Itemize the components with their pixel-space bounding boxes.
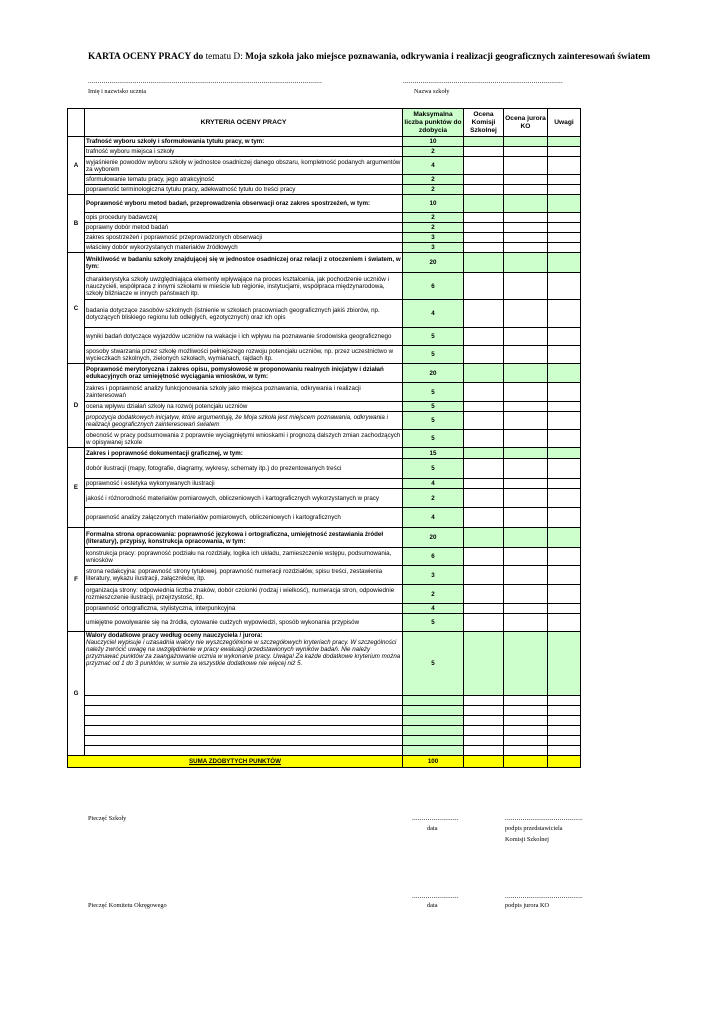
criteria-row [68,585,581,604]
commission-header: Ocena Komisji Szkolnej [464,109,504,137]
max-points-cell: 4 [403,300,464,328]
signature-line-2[interactable]: ........................................ [505,892,583,900]
stamp-school-label: Pieczęć Szkoły [88,815,127,822]
notes-cell[interactable] [548,157,581,175]
notes-cell[interactable] [548,604,581,614]
max-points-cell: 2 [403,213,464,223]
section-letter: B [68,195,85,253]
max-points-cell: 20 [403,364,464,383]
notes-cell[interactable] [548,479,581,489]
criterion-text: opis procedury badawczej [85,213,403,223]
criteria-header: KRYTERIA OCENY PRACY [85,109,403,137]
max-points-cell: 4 [403,604,464,614]
section-letter: A [68,137,85,195]
commission-score-cell[interactable] [464,726,504,736]
juror-score-cell[interactable] [504,195,548,213]
notes-cell[interactable] [548,233,581,243]
date-label-1: data [427,825,438,832]
notes-cell[interactable] [548,528,581,548]
section-letter: D [68,364,85,448]
notes-cell[interactable] [548,459,581,479]
max-points-cell: 5 [403,346,464,364]
notes-cell[interactable] [548,585,581,604]
notes-cell[interactable] [548,402,581,412]
criterion-text: sformułowanie tematu pracy, jego atrakcyjność [85,175,403,185]
max-points-cell: 2 [403,585,464,604]
max-points-cell: 4 [403,479,464,489]
commission-score-cell[interactable] [464,346,504,364]
notes-cell[interactable] [548,328,581,346]
notes-cell[interactable] [548,726,581,736]
max-points-cell: 5 [403,412,464,430]
commission-score-cell[interactable] [464,548,504,566]
max-points-cell: 10 [403,137,464,147]
criteria-row [68,632,581,696]
criterion-text: badania dotyczące zasobów szkolnych (istnienie w szkołach pracowniach geograficznych jakiś zbiorów, np. dotyczących bliskiego regionu lub odległych, egzotycznych) oraz ich opis [85,300,403,328]
juror-score-cell[interactable] [504,328,548,346]
signature-label-2: podpis jurora KO [505,902,550,909]
criteria-row [68,459,581,479]
notes-cell[interactable] [548,489,581,508]
notes-cell[interactable] [548,706,581,716]
notes-cell[interactable] [548,364,581,383]
criterion-text: poprawność analizy załączonych materiałów pomiarowych, obliczeniowych i kartograficznych [85,508,403,528]
juror-score-cell[interactable] [504,479,548,489]
notes-header: Uwagi [548,109,581,137]
criteria-row [68,175,581,185]
notes-cell[interactable] [548,566,581,585]
juror-score-cell[interactable] [504,175,548,185]
blank-criterion-cell[interactable] [85,736,403,746]
juror-score-cell[interactable] [504,706,548,716]
signature-label-1b: Komisji Szkolnej [505,836,549,843]
criterion-text: konstrukcja pracy: poprawność podziału na rozdziały, logika ich układu, zamieszczenie wstępu, podsumowania, wniosków [85,548,403,566]
blank-max-cell [403,746,464,756]
juror-score-cell[interactable] [504,185,548,195]
notes-cell[interactable] [548,746,581,756]
criteria-row [68,273,581,300]
notes-cell[interactable] [548,243,581,253]
blank-criterion-cell[interactable] [85,726,403,736]
commission-score-cell[interactable] [464,213,504,223]
commission-score-cell[interactable] [464,175,504,185]
criterion-text: strona redakcyjna: poprawność strony tytułowej, poprawność numeracji rozdziałów, spisu treści, zestawienia literatury, wykazu ilustracji, załączników, itp. [85,566,403,585]
criteria-row [68,233,581,243]
juror-score-cell[interactable] [504,223,548,233]
juror-score-cell[interactable] [504,364,548,383]
criteria-row [68,383,581,402]
blank-row [68,746,581,756]
commission-score-cell[interactable] [464,273,504,300]
commission-score-cell[interactable] [464,430,504,448]
criteria-row [68,300,581,328]
section-heading: Formalna strona opracowania: poprawność językowa i ortograficzna, umiejętność zestawiania źródeł (literatury), przypisy, konstrukcja opracowania, w tym: [85,528,403,548]
section-letter: C [68,253,85,364]
max-points-header: Maksymalna liczba punktów do zdobycia [403,109,464,137]
criteria-row [68,402,581,412]
max-points-cell: 10 [403,195,464,213]
max-points-cell: 20 [403,528,464,548]
criteria-table [67,108,581,768]
date-line-2[interactable]: ........................ [412,892,459,900]
commission-score-cell[interactable] [464,696,504,706]
commission-score-cell[interactable] [464,253,504,273]
criterion-text: umiejętne powoływanie się na źródła, cytowanie cudzych wypowiedzi, sposób wykonania przypisów [85,614,403,632]
max-points-cell: 2 [403,489,464,508]
juror-score-cell[interactable] [504,548,548,566]
notes-cell[interactable] [548,448,581,459]
notes-cell[interactable] [548,300,581,328]
school-name-line[interactable]: .................................................................................. [403,77,563,85]
max-points-cell: 3 [403,243,464,253]
criteria-row [68,195,581,213]
juror-score-cell[interactable] [504,448,548,459]
section-heading: Zakres i poprawność dokumentacji graficznej, w tym: [85,448,403,459]
student-name-line[interactable]: ........................................................................................................................ [88,77,322,85]
section-heading [85,632,403,696]
commission-score-cell[interactable] [464,479,504,489]
juror-score-cell[interactable] [504,746,548,756]
max-points-cell: 5 [403,328,464,346]
juror-score-cell[interactable] [504,233,548,243]
commission-score-cell[interactable] [464,528,504,548]
blank-max-cell [403,716,464,726]
criterion-text: poprawny dobór metod badań [85,223,403,233]
blank-row [68,706,581,716]
juror-score-cell[interactable] [504,273,548,300]
criterion-text: sposoby stwarzania przez szkołę możliwości pełniejszego rozwoju potencjału uczniów, np. przez uczestnictwo w wycieczkach szkolnych, zielonych szkołach, wymianach, rajdach itp. [85,346,403,364]
blank-row [68,696,581,706]
juror-score-cell[interactable] [504,696,548,706]
max-points-cell: 15 [403,448,464,459]
blank-row [68,726,581,736]
commission-score-cell[interactable] [464,185,504,195]
blank-row [68,736,581,746]
commission-score-cell[interactable] [464,508,504,528]
section-heading: Poprawność merytoryczna i zakres opisu, pomysłowość w proponowaniu realnych inicjatyw i działań edukacyjnych oraz umiejętność wyciągania wniosków, w tym: [85,364,403,383]
notes-cell[interactable] [548,185,581,195]
commission-score-cell[interactable] [464,489,504,508]
max-points-cell: 3 [403,566,464,585]
juror-score-cell[interactable] [504,726,548,736]
section-letter: F [68,528,85,632]
notes-cell[interactable] [548,430,581,448]
sum-juror-cell[interactable] [504,756,548,768]
criterion-text: wyniki badań dotyczące wyjazdów uczniów na wakacje i ich wpływu na poznawanie środowiska geograficznego [85,328,403,346]
notes-cell[interactable] [548,223,581,233]
notes-cell[interactable] [548,147,581,157]
commission-score-cell[interactable] [464,746,504,756]
blank-max-cell [403,696,464,706]
criteria-row [68,364,581,383]
notes-cell[interactable] [548,696,581,706]
commission-score-cell[interactable] [464,566,504,585]
criteria-row [68,528,581,548]
blank-max-cell [403,706,464,716]
juror-score-cell[interactable] [504,508,548,528]
sum-label: SUMA ZDOBYTYCH PUNKTÓW [189,758,281,765]
notes-cell[interactable] [548,412,581,430]
criterion-text: obecność w pracy podsumowania z poprawnie wyciągniętymi wnioskami i prognozą dalszych zmian zachodzących w opisywanej szkole [85,430,403,448]
juror-score-cell[interactable] [504,147,548,157]
commission-score-cell[interactable] [464,243,504,253]
criteria-row [68,566,581,585]
sum-points-cell: 100 [403,756,464,768]
commission-score-cell[interactable] [464,147,504,157]
commission-score-cell[interactable] [464,195,504,213]
criterion-text: trafność wyboru miejsca i szkoły [85,147,403,157]
commission-score-cell[interactable] [464,383,504,402]
section-heading: Trafność wyboru szkoły i sformułowania tytułu pracy, w tym: [85,137,403,147]
sum-row [68,756,581,768]
criteria-row [68,614,581,632]
commission-score-cell[interactable] [464,585,504,604]
criteria-row [68,243,581,253]
stamp-committee-label: Pieczęć Komitetu Okręgowego [88,902,167,909]
section-heading-text: Walory dodatkowe pracy według oceny nauczyciela / jurora: [86,632,263,639]
sum-notes-cell[interactable] [548,756,581,768]
juror-score-cell[interactable] [504,632,548,696]
criterion-text: dobór ilustracji (mapy, fotografie, diagramy, wykresy, schematy itp.) do prezentowanych treści [85,459,403,479]
commission-score-cell[interactable] [464,614,504,632]
juror-score-cell[interactable] [504,300,548,328]
max-points-cell: 2 [403,223,464,233]
commission-score-cell[interactable] [464,716,504,726]
criterion-text: zakres spostrzeżeń i poprawność przeprowadzonych obserwacji [85,233,403,243]
notes-cell[interactable] [548,548,581,566]
max-points-cell: 5 [403,632,464,696]
signature-label-1a: podpis przedstawiciela [505,825,563,832]
max-points-cell: 5 [403,383,464,402]
notes-cell[interactable] [548,716,581,726]
commission-score-cell[interactable] [464,402,504,412]
juror-score-cell[interactable] [504,243,548,253]
notes-cell[interactable] [548,175,581,185]
criteria-row [68,548,581,566]
blank-criterion-cell[interactable] [85,746,403,756]
date-line-1[interactable]: ........................ [412,814,459,822]
criteria-row [68,479,581,489]
blank-criterion-cell[interactable] [85,716,403,726]
section-heading: Poprawność wyboru metod badań, przeprowadzenia obserwacji oraz zakres spostrzeżeń, w tym: [85,195,403,213]
notes-cell[interactable] [548,614,581,632]
criterion-text: propozycja dodatkowych inicjatyw, które argumentują, że Moja szkoła jest miejscem poznawania, odkrywania i realizacji geograficznych zainteresowań światem [85,412,403,430]
notes-cell[interactable] [548,632,581,696]
school-name-label: Nazwa szkoły [414,88,450,95]
commission-score-cell[interactable] [464,632,504,696]
criterion-text: organizacja strony: odpowiednia liczba znaków, dobór czcionki (rodzaj i wielkość), numeracja stron, odpowiednie rozmieszczenie ilustracji, przejrzystość, itp. [85,585,403,604]
commission-score-cell[interactable] [464,459,504,479]
criterion-text: wyjaśnienie powodów wyboru szkoły w jednostce osadniczej danego obszaru, kompletność podanych argumentów za wyborem [85,157,403,175]
criteria-row [68,157,581,175]
commission-score-cell[interactable] [464,364,504,383]
juror-score-cell[interactable] [504,402,548,412]
max-points-cell: 4 [403,508,464,528]
notes-cell[interactable] [548,508,581,528]
criteria-row [68,489,581,508]
juror-score-cell[interactable] [504,736,548,746]
juror-score-cell[interactable] [504,528,548,548]
commission-score-cell[interactable] [464,157,504,175]
juror-score-cell[interactable] [504,383,548,402]
max-points-cell: 2 [403,175,464,185]
juror-score-cell[interactable] [504,566,548,585]
criteria-row [68,346,581,364]
max-points-cell: 5 [403,459,464,479]
max-points-cell: 20 [403,253,464,273]
criterion-text: jakość i różnorodność materiałów pomiarowych, obliczeniowych i kartograficznych wykorzystanych w pracy [85,489,403,508]
juror-score-cell[interactable] [504,614,548,632]
section-letter: G [68,632,85,756]
notes-cell[interactable] [548,346,581,364]
letter-header [68,109,85,137]
page-title: KARTA OCENY PRACY do tematu D: Moja szkoła jako miejsce poznawania, odkrywania i realizacji geograficznych zainteresowań światem [88,52,651,62]
commission-score-cell[interactable] [464,412,504,430]
criteria-row [68,448,581,459]
juror-score-cell[interactable] [504,716,548,726]
criterion-text: charakterystyka szkoły uwzględniająca elementy wpływające na proces kształcenia, jak pochodzenie uczniów i nauczycieli, współpraca z innymi szkołami w mieście lub regionie, instytucjami, współpraca międzynarodowa, szkoły bliźniacze w innych państwach itp. [85,273,403,300]
juror-score-cell[interactable] [504,157,548,175]
criteria-row [68,137,581,147]
student-name-label: Imię i nazwisko ucznia [88,88,147,95]
criteria-row [68,253,581,273]
max-points-cell: 6 [403,548,464,566]
section-note: Nauczyciel wypisuje i uzasadnia walory nie wyszczególnione w szczegółowych kryteriach pracy. W szczególności należy zwrócić uwagę na uwzględnienie w pracy ewaluacji przedstawionych wyników badań. Nie należy przyznawać punktów za zaangażowanie ucznia w wykonanie pracy. Uwaga! Za każde dodatkowe kryterium można przyznać od 1 do 3 punktów, w sumie za wszystkie dodatkowe nie więcej niż 5. [86,639,401,667]
criteria-row [68,508,581,528]
criterion-text: zakres i poprawność analizy funkcjonowania szkoły jako miejsca poznawania, odkrywania i realizacji zainteresowań [85,383,403,402]
commission-score-cell[interactable] [464,604,504,614]
juror-score-cell[interactable] [504,412,548,430]
juror-score-cell[interactable] [504,346,548,364]
criteria-row [68,147,581,157]
sum-label-cell [68,756,403,768]
notes-cell[interactable] [548,736,581,746]
juror-score-cell[interactable] [504,253,548,273]
blank-max-cell [403,726,464,736]
juror-score-cell[interactable] [504,604,548,614]
criteria-row [68,430,581,448]
criterion-text: ocena wpływu działań szkoły na rozwój potencjału uczniów [85,402,403,412]
max-points-cell: 2 [403,185,464,195]
date-label-2: data [427,902,438,909]
criteria-row [68,328,581,346]
max-points-cell: 5 [403,402,464,412]
juror-score-cell[interactable] [504,137,548,147]
commission-score-cell[interactable] [464,328,504,346]
max-points-cell: 2 [403,147,464,157]
criterion-text: właściwy dobór wykorzystanych materiałów źródłowych [85,243,403,253]
commission-score-cell[interactable] [464,706,504,716]
juror-score-cell[interactable] [504,489,548,508]
criteria-row [68,213,581,223]
criteria-row [68,185,581,195]
commission-score-cell[interactable] [464,736,504,746]
notes-cell[interactable] [548,195,581,213]
notes-cell[interactable] [548,383,581,402]
max-points-cell: 5 [403,430,464,448]
max-points-cell: 3 [403,233,464,243]
commission-score-cell[interactable] [464,223,504,233]
max-points-cell: 4 [403,157,464,175]
criterion-text: poprawność ortograficzna, stylistyczna, interpunkcyjna [85,604,403,614]
blank-criterion-cell[interactable] [85,696,403,706]
criteria-row [68,412,581,430]
blank-criterion-cell[interactable] [85,706,403,716]
juror-header: Ocena jurora KO [504,109,548,137]
section-letter: E [68,448,85,528]
signature-line-1[interactable]: ........................................ [505,814,583,822]
max-points-cell: 5 [403,614,464,632]
sum-commission-cell[interactable] [464,756,504,768]
max-points-cell: 6 [403,273,464,300]
blank-max-cell [403,736,464,746]
juror-score-cell[interactable] [504,585,548,604]
blank-row [68,716,581,726]
commission-score-cell[interactable] [464,233,504,243]
notes-cell[interactable] [548,273,581,300]
commission-score-cell[interactable] [464,300,504,328]
juror-score-cell[interactable] [504,213,548,223]
juror-score-cell[interactable] [504,430,548,448]
criteria-row [68,223,581,233]
notes-cell[interactable] [548,213,581,223]
commission-score-cell[interactable] [464,137,504,147]
section-heading: Wnikliwość w badaniu szkoły znajdującej się w jednostce osadniczej oraz relacji z otoczeniem i światem, w tym: [85,253,403,273]
notes-cell[interactable] [548,137,581,147]
criteria-row [68,604,581,614]
juror-score-cell[interactable] [504,459,548,479]
criterion-text: poprawność terminologiczna tytułu pracy, adekwatność tytułu do treści pracy [85,185,403,195]
criterion-text: poprawność i estetyka wykonywanych ilustracji [85,479,403,489]
commission-score-cell[interactable] [464,448,504,459]
notes-cell[interactable] [548,253,581,273]
